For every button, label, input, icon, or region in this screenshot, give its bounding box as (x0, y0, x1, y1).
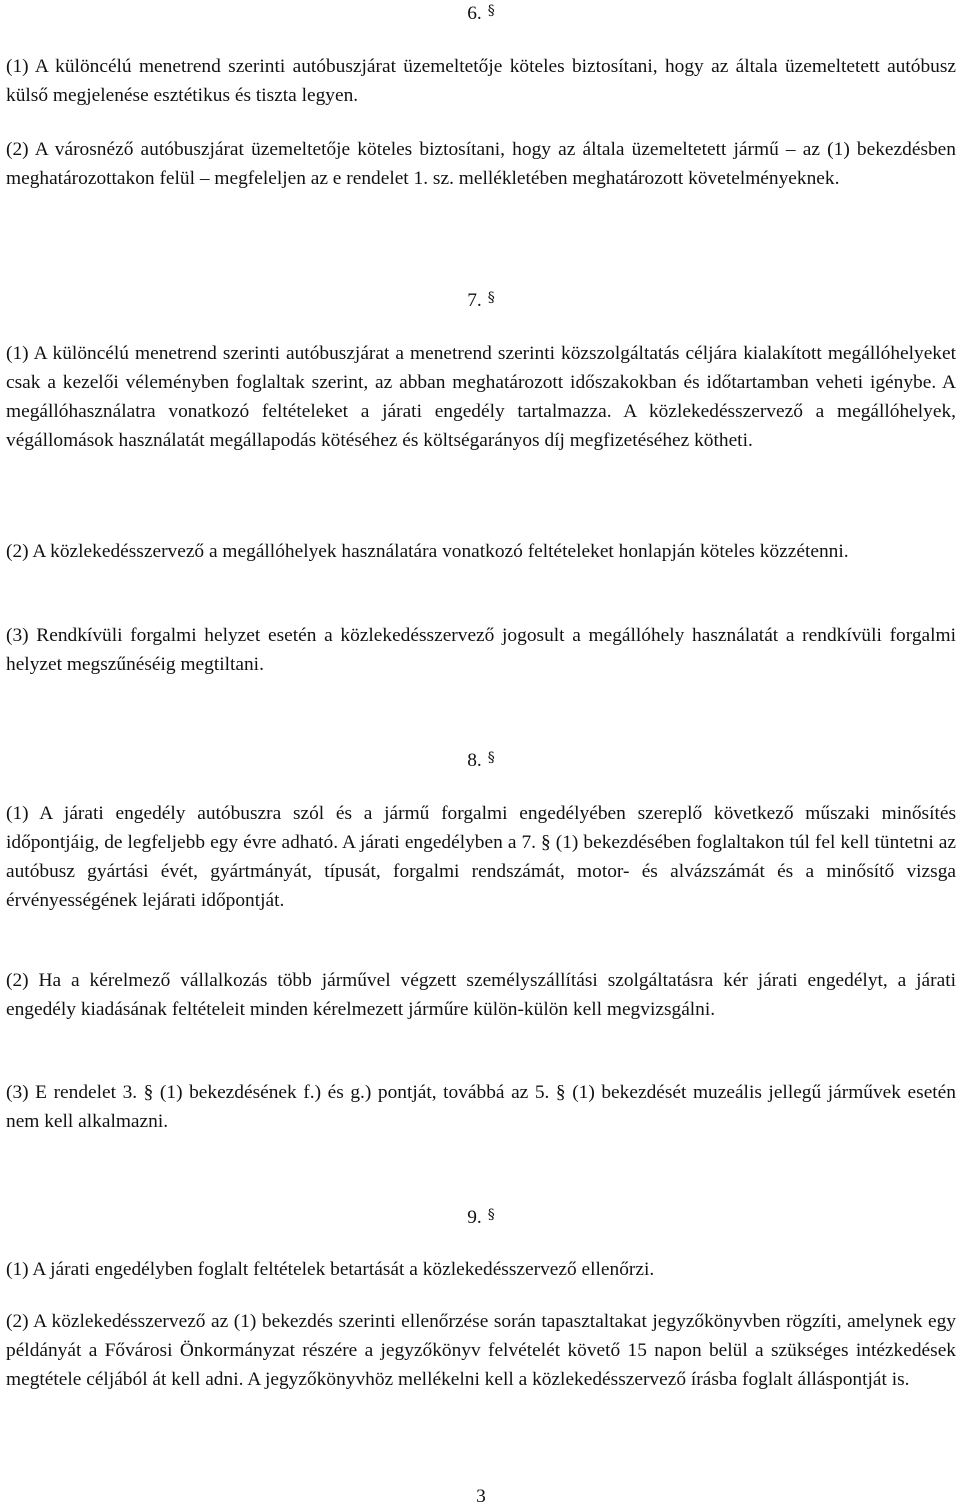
section-sign-icon: § (487, 3, 495, 19)
section-number: 7. (467, 290, 482, 311)
section-7-paragraph-1: (1) A különcélú menetrend szerinti autóbuszjárat a menetrend szerinti közszolgáltatás céljára kialakított megállóhelyeket csak a kezelői véleményben foglaltak szerint, az abban meghatározott időszakokban és időtartamban veheti igénybe. A megállóhasználatra vonatkozó feltételeket a járati engedély tartalmazza. A közlekedésszervező a megállóhelyek, végállomások használatát megállapodás kötéséhez és költségarányos díj megfizetéséhez kötheti. (6, 343, 956, 451)
section-6-paragraph-2: (2) A városnéző autóbuszjárat üzemeltetője köteles biztosítani, hogy az általa üzemeltetett jármű – az (1) bekezdésben meghatározottakon felül – megfeleljen az e rendelet 1. sz. mellékletében meghatározott követelményeknek. (6, 139, 956, 189)
section-6-paragraph-1: (1) A különcélú menetrend szerinti autóbuszjárat üzemeltetője köteles biztosítani, hogy az általa üzemeltetett autóbusz külső megjelenése esztétikus és tiszta legyen. (6, 56, 956, 106)
section-heading-7 (6, 284, 956, 315)
section-8-paragraph-3: (3) E rendelet 3. § (1) bekezdésének f.) és g.) pontját, továbbá az 5. § (1) bekezdését muzeális jellegű járművek esetén nem kell alkalmazni. (6, 1082, 956, 1132)
section-7-paragraph-2: (2) A közlekedésszervező a megállóhelyek használatára vonatkozó feltételeket honlapján köteles közzétenni. (6, 541, 849, 562)
section-heading-6 (6, 0, 956, 28)
section-number: 8. (467, 750, 482, 771)
section-8-paragraph-2: (2) Ha a kérelmező vállalkozás több járművel végzett személyszállítási szolgáltatásra kér járati engedélyt, a járati engedély kiadásának feltételeit minden kérelmezett járműre külön-külön kell megvizsgálni. (6, 970, 956, 1020)
section-number: 6. (467, 3, 482, 24)
section-7-paragraph-3: (3) Rendkívüli forgalmi helyzet esetén a közlekedésszervező jogosult a megállóhely használatát a rendkívüli forgalmi helyzet megszűnéséig megtiltani. (6, 625, 956, 675)
section-sign-icon: § (487, 750, 495, 766)
section-number: 9. (467, 1207, 482, 1228)
section-heading-9 (6, 1201, 956, 1232)
section-9-paragraph-1: (1) A járati engedélyben foglalt feltételek betartását a közlekedésszervező ellenőrzi. (6, 1259, 655, 1280)
page-number: 3 (476, 1486, 486, 1507)
section-sign-icon: § (487, 1207, 495, 1223)
section-8-paragraph-1: (1) A járati engedély autóbuszra szól és a jármű forgalmi engedélyében szereplő következő műszaki minősítés időpontjáig, de legfeljebb egy évre adható. A járati engedélyben a 7. § (1) bekezdésében foglaltakon túl fel kell tüntetni az autóbusz gyártási évét, gyártmányát, típusát, forgalmi rendszámát, motor- és alvázszámát és a minősítő vizsga érvényességének lejárati időpontját. (6, 803, 956, 911)
section-sign-icon: § (487, 290, 495, 306)
section-heading-8 (6, 744, 956, 775)
section-9-paragraph-2: (2) A közlekedésszervező az (1) bekezdés szerinti ellenőrzése során tapasztaltakat jegyzőkönyvben rögzíti, amelynek egy példányát a Fővárosi Önkormányzat részére a jegyzőkönyv felvételét követő 15 napon belül a szükséges intézkedések megtétele céljából át kell adni. A jegyzőkönyvhöz mellékelni kell a közlekedésszervező írásba foglalt álláspontját is. (6, 1311, 956, 1390)
